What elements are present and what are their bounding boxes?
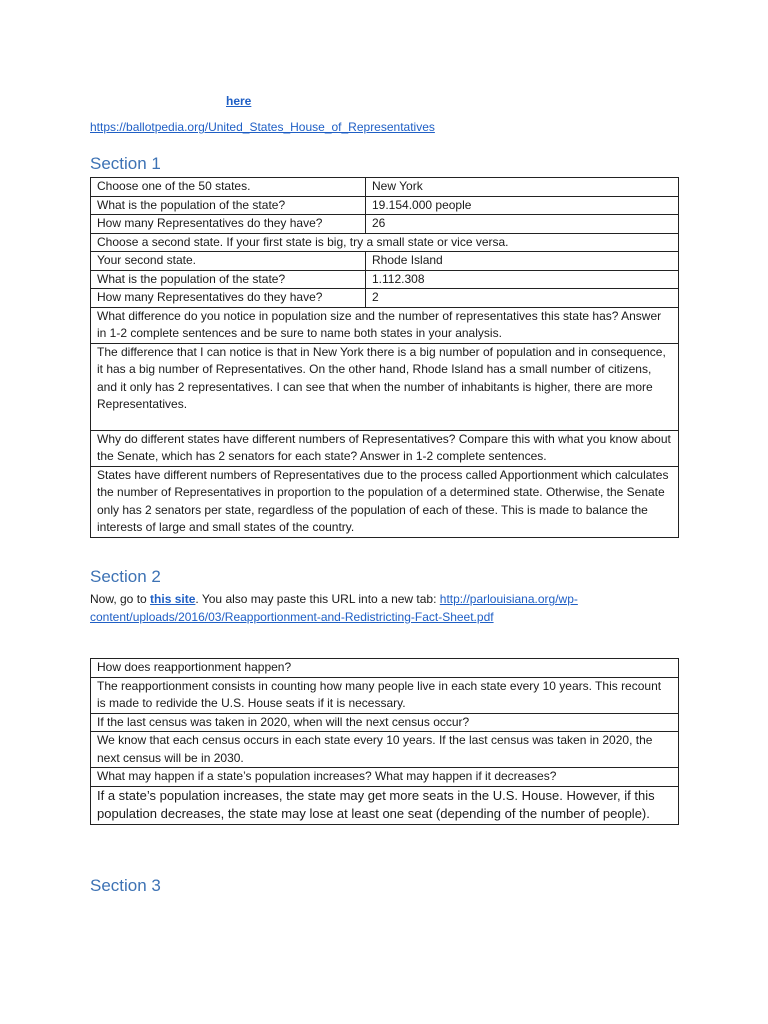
table-row bbox=[91, 215, 679, 234]
question-cell: How many Representatives do they have? bbox=[91, 289, 366, 308]
table-row bbox=[91, 732, 679, 768]
intro-middle: . You also may paste this URL into a new tab: bbox=[195, 592, 440, 606]
question-cell: What is the population of the state? bbox=[91, 270, 366, 289]
table-row bbox=[91, 196, 679, 215]
table-row bbox=[91, 252, 679, 271]
section-2-intro bbox=[90, 590, 680, 626]
question-cell: Why do different states have different numbers of Representatives? Compare this with what you know about the Senate, which has 2 senators for each state? Answer in 1-2 complete sentences. bbox=[91, 430, 679, 466]
question-cell: If the last census was taken in 2020, when will the next census occur? bbox=[91, 713, 679, 732]
intro-prefix: Now, go to bbox=[90, 592, 151, 606]
table-row bbox=[91, 430, 679, 466]
ballotpedia-link[interactable]: https://ballotpedia.org/United_States_House_of_Representatives bbox=[90, 120, 435, 134]
table-row bbox=[91, 307, 679, 343]
table-row bbox=[91, 466, 679, 537]
instruction-cell: Choose a second state. If your first state is big, try a small state or vice versa. bbox=[91, 233, 679, 252]
table-row bbox=[91, 178, 679, 197]
table-row bbox=[91, 677, 679, 713]
answer-cell[interactable]: Rhode Island bbox=[366, 252, 679, 271]
question-cell: What is the population of the state? bbox=[91, 196, 366, 215]
table-row bbox=[91, 289, 679, 308]
here-link[interactable]: here bbox=[226, 94, 252, 108]
section-3-title: Section 3 bbox=[90, 876, 161, 895]
answer-cell[interactable]: We know that each census occurs in each state every 10 years. If the last census was taken in 2020, the next census will be in 2030. bbox=[91, 732, 679, 768]
table-row bbox=[91, 343, 679, 430]
table-row bbox=[91, 659, 679, 678]
fact-sheet-url-link[interactable]: http://parlouisiana.org/wp-content/uploads/2016/03/Reapportionment-and-Redistricting-Fact-Sheet.pdf bbox=[90, 592, 578, 624]
question-cell: What may happen if a state’s population increases? What may happen if it decreases? bbox=[91, 768, 679, 787]
section-1-table bbox=[90, 177, 679, 538]
table-row bbox=[91, 768, 679, 787]
answer-cell[interactable]: 19.154.000 people bbox=[366, 196, 679, 215]
this-site-link[interactable]: this site bbox=[150, 592, 196, 606]
table-row bbox=[91, 270, 679, 289]
section-1-title: Section 1 bbox=[90, 154, 161, 173]
table-row bbox=[91, 233, 679, 252]
question-cell: Choose one of the 50 states. bbox=[91, 178, 366, 197]
question-cell: What difference do you notice in population size and the number of representatives this state has? Answer in 1-2 complete sentences and be sure to name both states in your analysis. bbox=[91, 307, 679, 343]
answer-cell[interactable]: New York bbox=[366, 178, 679, 197]
answer-cell[interactable]: 1.112.308 bbox=[366, 270, 679, 289]
question-cell: How does reapportionment happen? bbox=[91, 659, 679, 678]
section-2-title: Section 2 bbox=[90, 567, 161, 586]
answer-cell[interactable]: The difference that I can notice is that in New York there is a big number of population and in consequence, it has a big number of Representatives. On the other hand, Rhode Island has a small number of citizens, and it only has 2 representatives. I can see that when the number of inhabitants is higher, there are more Representatives. bbox=[91, 343, 679, 430]
section-2-table bbox=[90, 658, 679, 825]
table-row bbox=[91, 786, 679, 824]
question-cell: How many Representatives do they have? bbox=[91, 215, 366, 234]
answer-cell[interactable]: The reapportionment consists in counting how many people live in each state every 10 years. This recount is made to redivide the U.S. House seats if it is necessary. bbox=[91, 677, 679, 713]
table-row bbox=[91, 713, 679, 732]
answer-cell[interactable]: 26 bbox=[366, 215, 679, 234]
answer-cell[interactable]: 2 bbox=[366, 289, 679, 308]
answer-cell[interactable]: If a state’s population increases, the state may get more seats in the U.S. House. However, if this population decreases, the state may lose at least one seat (depending of the number of people). bbox=[91, 786, 679, 824]
answer-cell[interactable]: States have different numbers of Representatives due to the process called Apportionment which calculates the number of Representatives in proportion to the population of a determined state. Otherwise, the Senate only has 2 senators per state, regardless of the population of each of these. This is made to balance the interests of large and small states of the country. bbox=[91, 466, 679, 537]
question-cell: Your second state. bbox=[91, 252, 366, 271]
